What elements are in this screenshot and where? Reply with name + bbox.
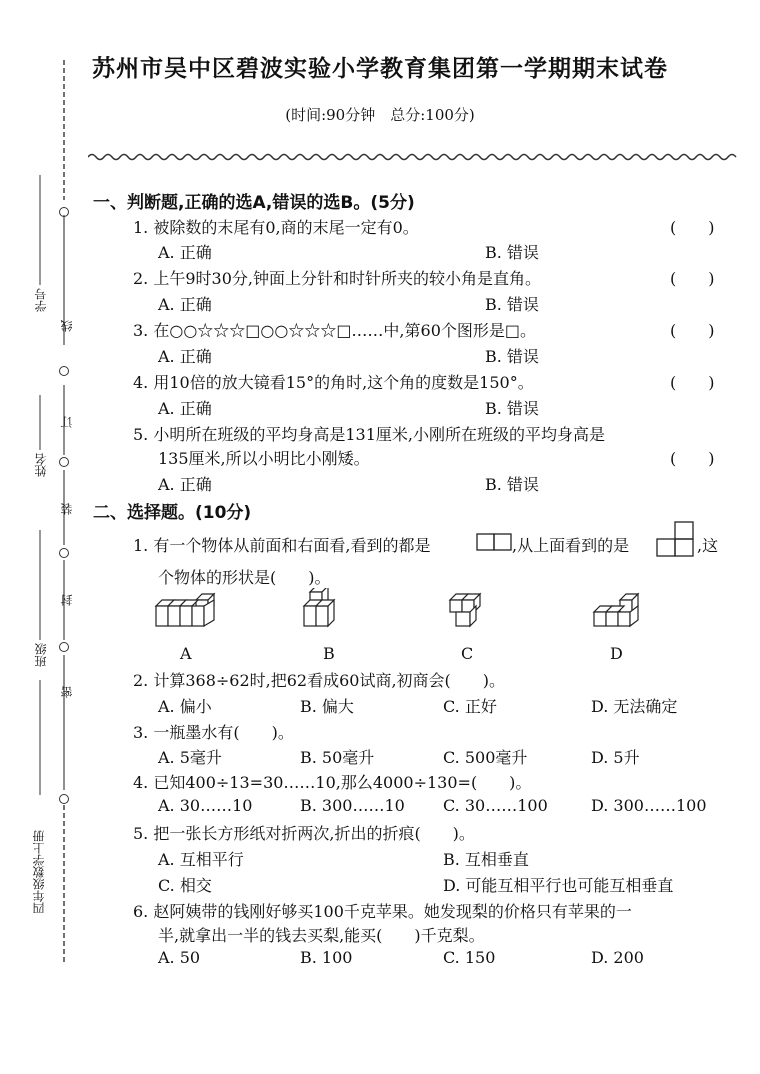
q2-2-option-b[interactable]: B. 偏大 (300, 697, 354, 716)
q2-3-option-c[interactable]: C. 500毫升 (443, 748, 528, 767)
figure-d (594, 594, 638, 626)
q2-1-label-a[interactable]: A (180, 644, 192, 663)
q2-6-option-d[interactable]: D. 200 (591, 948, 644, 967)
section2-heading: 二、选择题。(10分) (93, 503, 252, 523)
top-view-figure (656, 520, 696, 558)
q1-2-option-a[interactable]: A. 正确 (158, 295, 212, 314)
figure-b (304, 588, 334, 626)
binding-circle (59, 794, 69, 804)
header-divider (88, 152, 738, 162)
q2-5-option-a[interactable]: A. 互相平行 (158, 850, 244, 869)
q2-6-option-b[interactable]: B. 100 (300, 948, 353, 967)
q2-6-option-c[interactable]: C. 150 (443, 948, 496, 967)
binding-circle (59, 366, 69, 376)
bind-word: 封 (60, 594, 74, 606)
q2-3-stem: 3. 一瓶墨水有( )。 (133, 723, 294, 742)
q2-5-option-b[interactable]: B. 互相垂直 (443, 850, 529, 869)
binding-circle (59, 457, 69, 467)
exam-title: 苏州市吴中区碧波实验小学教育集团第一学期期末试卷 (92, 56, 668, 82)
q2-3-option-a[interactable]: A. 5毫升 (158, 748, 222, 767)
q2-4-option-a[interactable]: A. 30……10 (158, 796, 253, 815)
q2-1-stem-part1: 1. 有一个物体从前面和右面看,看到的都是 (133, 536, 431, 555)
student-no-label: 学号 (34, 288, 48, 312)
q2-1-label-d[interactable]: D (610, 644, 623, 663)
front-view-figure (476, 530, 514, 552)
q1-1-option-a[interactable]: A. 正确 (158, 243, 212, 262)
q2-2-option-a[interactable]: A. 偏小 (158, 697, 212, 716)
q2-6-option-a[interactable]: A. 50 (158, 948, 201, 967)
q1-3-option-a[interactable]: A. 正确 (158, 347, 212, 366)
class-label: 班级 (34, 643, 48, 667)
section1-heading: 一、判断题,正确的选A,错误的选B。(5分) (93, 193, 415, 213)
exam-meta: (时间:90分钟 总分:100分) (285, 106, 475, 124)
q2-1-label-c[interactable]: C (461, 644, 474, 663)
binding-circle (59, 642, 69, 652)
name-label: 姓名 (34, 453, 48, 477)
q2-4-stem: 4. 已知400÷13=30……10,那么4000÷130=( )。 (133, 773, 532, 792)
q1-5-answer[interactable]: ( ) (670, 449, 715, 468)
q1-5-option-b[interactable]: B. 错误 (485, 475, 539, 494)
q1-4-option-a[interactable]: A. 正确 (158, 399, 212, 418)
binding-circle (59, 207, 69, 217)
bind-word: 线 (60, 320, 74, 332)
q2-6-stem: 6. 赵阿姨带的钱刚好够买100千克苹果。她发现梨的价格只有苹果的一 (133, 902, 632, 921)
q2-4-option-b[interactable]: B. 300……10 (300, 796, 405, 815)
binding-circle (59, 548, 69, 558)
q1-1-stem: 1. 被除数的末尾有0,商的末尾一定有0。 (133, 218, 419, 237)
q2-1-stem-part2: ,从上面看到的是 (512, 536, 630, 555)
q1-2-answer[interactable]: ( ) (670, 269, 715, 288)
q1-1-option-b[interactable]: B. 错误 (485, 243, 539, 262)
q1-2-stem: 2. 上午9时30分,钟面上分针和时针所夹的较小角是直角。 (133, 269, 541, 288)
q2-5-option-c[interactable]: C. 相交 (158, 876, 212, 895)
q2-2-option-c[interactable]: C. 正好 (443, 697, 497, 716)
q1-3-answer[interactable]: ( ) (670, 321, 715, 340)
q2-3-option-b[interactable]: B. 50毫升 (300, 748, 375, 767)
q2-3-option-d[interactable]: D. 5升 (591, 748, 640, 767)
q2-6-stem-line2: 半,就拿出一半的钱去买梨,能买( )千克梨。 (158, 926, 485, 945)
q1-5-option-a[interactable]: A. 正确 (158, 475, 212, 494)
q1-3-stem: 3. 在○○☆☆☆□○○☆☆☆□……中,第60个图形是□。 (133, 321, 536, 340)
q1-3-option-b[interactable]: B. 错误 (485, 347, 539, 366)
q2-4-option-d[interactable]: D. 300……100 (591, 796, 707, 815)
q1-4-answer[interactable]: ( ) (670, 373, 715, 392)
q1-4-stem: 4. 用10倍的放大镜看15°的角时,这个角的度数是150°。 (133, 373, 534, 392)
subject-label: 四年级数学上册 (32, 830, 46, 914)
q1-5-stem: 5. 小明所在班级的平均身高是131厘米,小刚所在班级的平均身高是 (133, 425, 605, 444)
q2-1-figures (150, 588, 750, 650)
q2-2-option-d[interactable]: D. 无法确定 (591, 697, 678, 716)
q2-1-label-b[interactable]: B (323, 644, 335, 663)
bind-word: 密 (60, 686, 74, 698)
q1-1-answer[interactable]: ( ) (670, 218, 715, 237)
q2-5-option-d[interactable]: D. 可能互相平行也可能互相垂直 (443, 876, 674, 895)
bind-word: 订 (60, 416, 74, 428)
bind-word: 装 (60, 503, 74, 515)
q2-5-stem: 5. 把一张长方形纸对折两次,折出的折痕( )。 (133, 824, 475, 843)
figure-a (156, 594, 214, 626)
figure-c (450, 594, 480, 626)
q2-1-stem-part3: ,这 (697, 536, 719, 555)
q2-1-stem-line2: 个物体的形状是( )。 (158, 568, 331, 587)
q1-4-option-b[interactable]: B. 错误 (485, 399, 539, 418)
q1-2-option-b[interactable]: B. 错误 (485, 295, 539, 314)
q2-2-stem: 2. 计算368÷62时,把62看成60试商,初商会( )。 (133, 671, 506, 690)
q2-4-option-c[interactable]: C. 30……100 (443, 796, 548, 815)
q1-5-stem-line2: 135厘米,所以小明比小刚矮。 (158, 449, 370, 468)
